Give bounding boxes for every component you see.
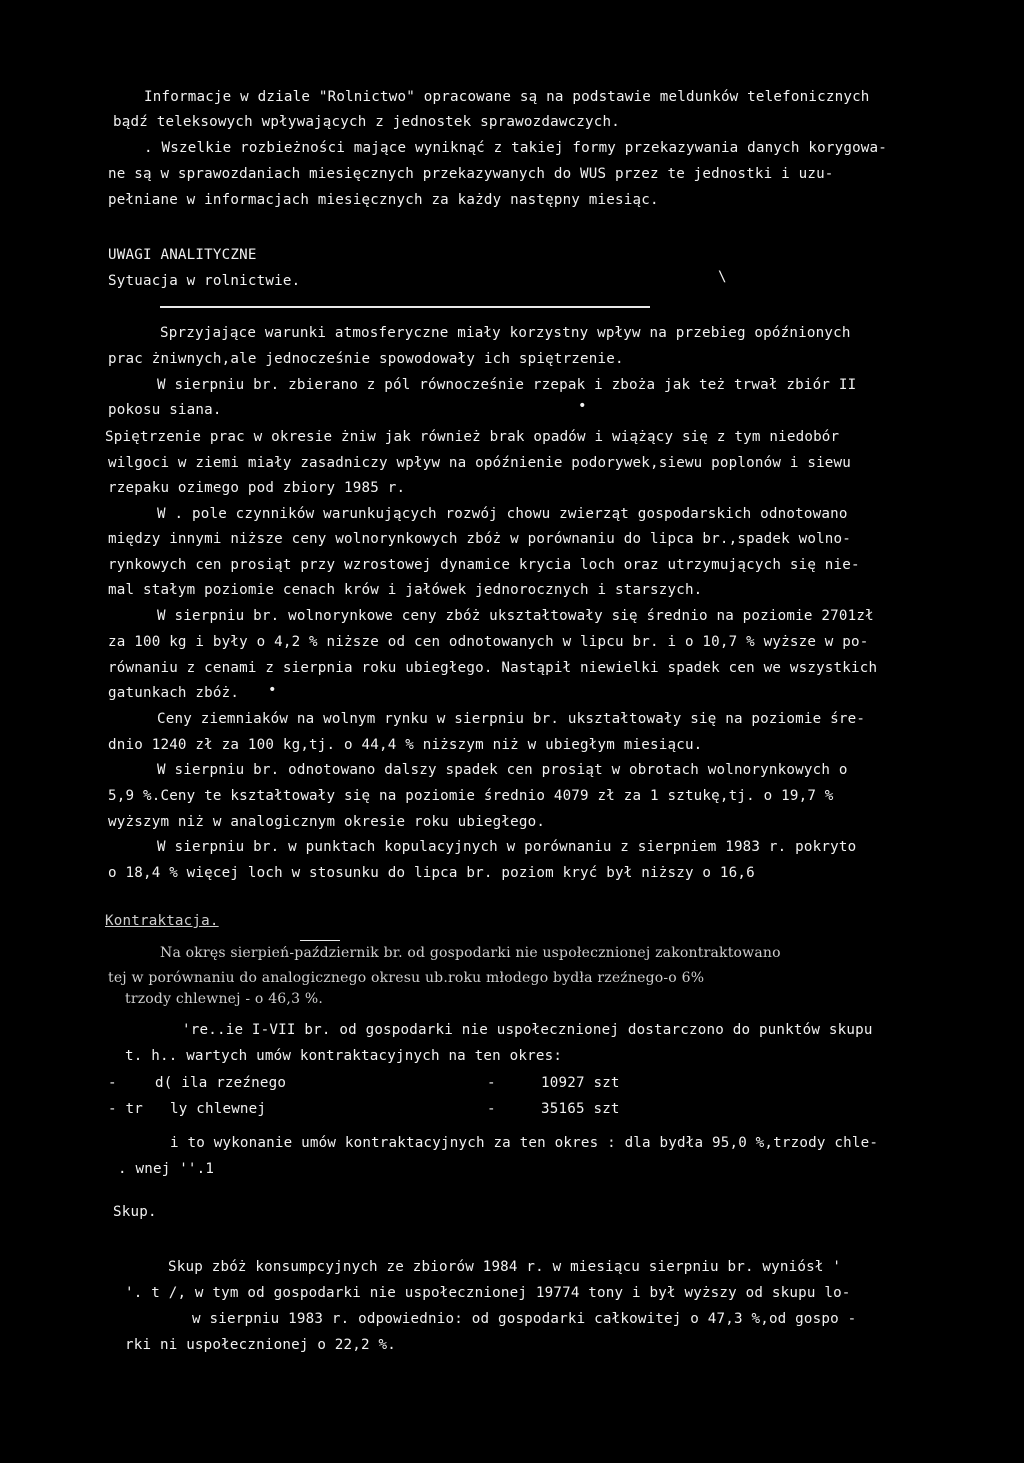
body-line-2: prac żniwnych,ale jednocześnie spowodowały ich spiętrzenie. <box>108 351 624 367</box>
subheading: Sytuacja w rolnictwie. <box>108 273 301 289</box>
body-line-1: Sprzyjające warunki atmosferyczne miały korzystny wpływ na przebieg opóźnionych <box>160 325 851 341</box>
body-line-12: W sierpniu br. wolnorynkowe ceny zbóż ukształtowały się średnio na poziomie 2701zł <box>157 608 874 624</box>
contracts-line-3: trzody chlewnej - o 46,3 %. <box>125 991 323 1007</box>
intro-line-5: pełniane w informacjach miesięcznych za każdy następny miesiąc. <box>108 192 659 208</box>
contracts-after-line-2: . wnej ''.1 <box>118 1161 215 1177</box>
body-line-22: o 18,4 % więcej loch w stosunku do lipca br. poziom kryć był niższy o 16,6 <box>108 865 755 881</box>
row-dash: - <box>108 1075 117 1091</box>
contracts-after-line-1: i to wykonanie umów kontraktacyjnych za ten okres : dla bydła 95,0 %,trzody chle- <box>170 1135 879 1151</box>
purchase-line-3: w sierpniu 1983 r. odpowiednio: od gospodarki całkowitej o 47,3 %,od gospo - <box>192 1311 857 1327</box>
body-line-9: między innymi niższe ceny wolnorynkowych zbóż w porównaniu do lipca br.,spadek wolno- <box>108 531 852 547</box>
row-separator: - <box>487 1075 496 1091</box>
body-line-8: W . pole czynników warunkujących rozwój chowu zwierząt gospodarskich odnotowano <box>157 506 848 522</box>
body-line-16: Ceny ziemniaków na wolnym rynku w sierpniu br. ukształtowały się na poziomie śre- <box>157 711 866 727</box>
contracts-heading: Kontraktacja. <box>105 913 219 929</box>
row-label: d( ila rzeźnego <box>155 1075 287 1091</box>
row-dash: - tr <box>108 1101 143 1117</box>
row-value: 35165 szt <box>541 1101 620 1117</box>
purchase-line-2: '. t /, w tym od gospodarki nie uspołecznionej 19774 tony i był wyższy od skupu lo- <box>125 1285 851 1301</box>
contracts-mark <box>300 940 340 941</box>
purchase-heading: Skup. <box>113 1204 157 1220</box>
body-line-17: dnio 1240 zł za 100 kg,tj. o 44,4 % niższym niż w ubiegłym miesiącu. <box>108 737 703 753</box>
body-line-10: rynkowych cen prosiąt przy wzrostowej dynamice krycia loch oraz utrzymujących się nie- <box>108 557 860 573</box>
body-line-4: pokosu siana. <box>108 402 222 418</box>
row-value: 10927 szt <box>541 1075 620 1091</box>
section-heading: UWAGI ANALITYCZNE <box>108 247 257 263</box>
body-line-14: równaniu z cenami z sierpnia roku ubiegłego. Nastąpił niewielki spadek cen we wszystkich <box>108 660 878 676</box>
body-line-7: rzepaku ozimego pod zbiory 1985 r. <box>108 480 406 496</box>
bullet-mark-2: • <box>268 682 277 698</box>
body-line-5: Spiętrzenie prac w okresie żniw jak również brak opadów i wiążący się z tym niedobór <box>105 429 840 445</box>
intro-line-1: Informacje w dziale "Rolnictwo" opracowane są na podstawie meldunków telefonicznych <box>144 89 870 105</box>
row-label: ly chlewnej <box>170 1101 267 1117</box>
body-line-3: W sierpniu br. zbierano z pól równocześnie rzepak i zboża jak też trwał zbiór II <box>157 377 857 393</box>
intro-line-3: . Wszelkie rozbieżności mające wyniknąć z takiej formy przekazywania danych korygowa- <box>144 140 888 156</box>
body-line-15: gatunkach zbóż. <box>108 685 240 701</box>
body-line-20: wyższym niż w analogicznym okresie roku ubiegłego. <box>108 814 546 830</box>
contracts-line-5: t. h.. wartych umów kontraktacyjnych na ten okres: <box>125 1048 563 1064</box>
section-rule <box>160 306 650 308</box>
body-line-13: za 100 kg i były o 4,2 % niższe od cen odnotowanych w lipcu br. i o 10,7 % wyższe w po- <box>108 634 869 650</box>
body-line-18: W sierpniu br. odnotowano dalszy spadek cen prosiąt w obrotach wolnorynkowych o <box>157 762 848 778</box>
contracts-line-1: Na okręs sierpień-październik br. od gospodarki nie uspołecznionej zakontraktowano <box>160 945 781 961</box>
body-line-21: W sierpniu br. w punktach kopulacyjnych w porównaniu z sierpniem 1983 r. pokryto <box>157 839 857 855</box>
backslash-mark: \ <box>718 269 727 285</box>
purchase-line-1: Skup zbóż konsumpcyjnych ze zbiorów 1984 r. w miesiącu sierpniu br. wyniósł ' <box>168 1259 842 1275</box>
row-separator: - <box>487 1101 496 1117</box>
body-line-6: wilgoci w ziemi miały zasadniczy wpływ na opóźnienie podorywek,siewu poplonów i siewu <box>108 455 852 471</box>
purchase-line-4: rki ni uspołecznionej o 22,2 %. <box>125 1337 396 1353</box>
intro-line-2: bądź teleksowych wpływających z jednostek sprawozdawczych. <box>113 114 621 130</box>
bullet-mark-1: • <box>578 398 587 414</box>
contracts-line-2: tej w porównaniu do analogicznego okresu ub.roku młodego bydła rzeźnego-o 6% <box>108 970 705 986</box>
intro-line-4: ne są w sprawozdaniach miesięcznych przekazywanych do WUS przez te jednostki i uzu- <box>108 166 834 182</box>
body-line-11: mal stałym poziomie cenach krów i jałówek jednorocznych i starszych. <box>108 582 703 598</box>
body-line-19: 5,9 %.Ceny te kształtowały się na poziomie średnio 4079 zł za 1 sztukę,tj. o 19,7 % <box>108 788 834 804</box>
contracts-line-4: 're..ie I-VII br. od gospodarki nie uspołecznionej dostarczono do punktów skupu <box>182 1022 873 1038</box>
